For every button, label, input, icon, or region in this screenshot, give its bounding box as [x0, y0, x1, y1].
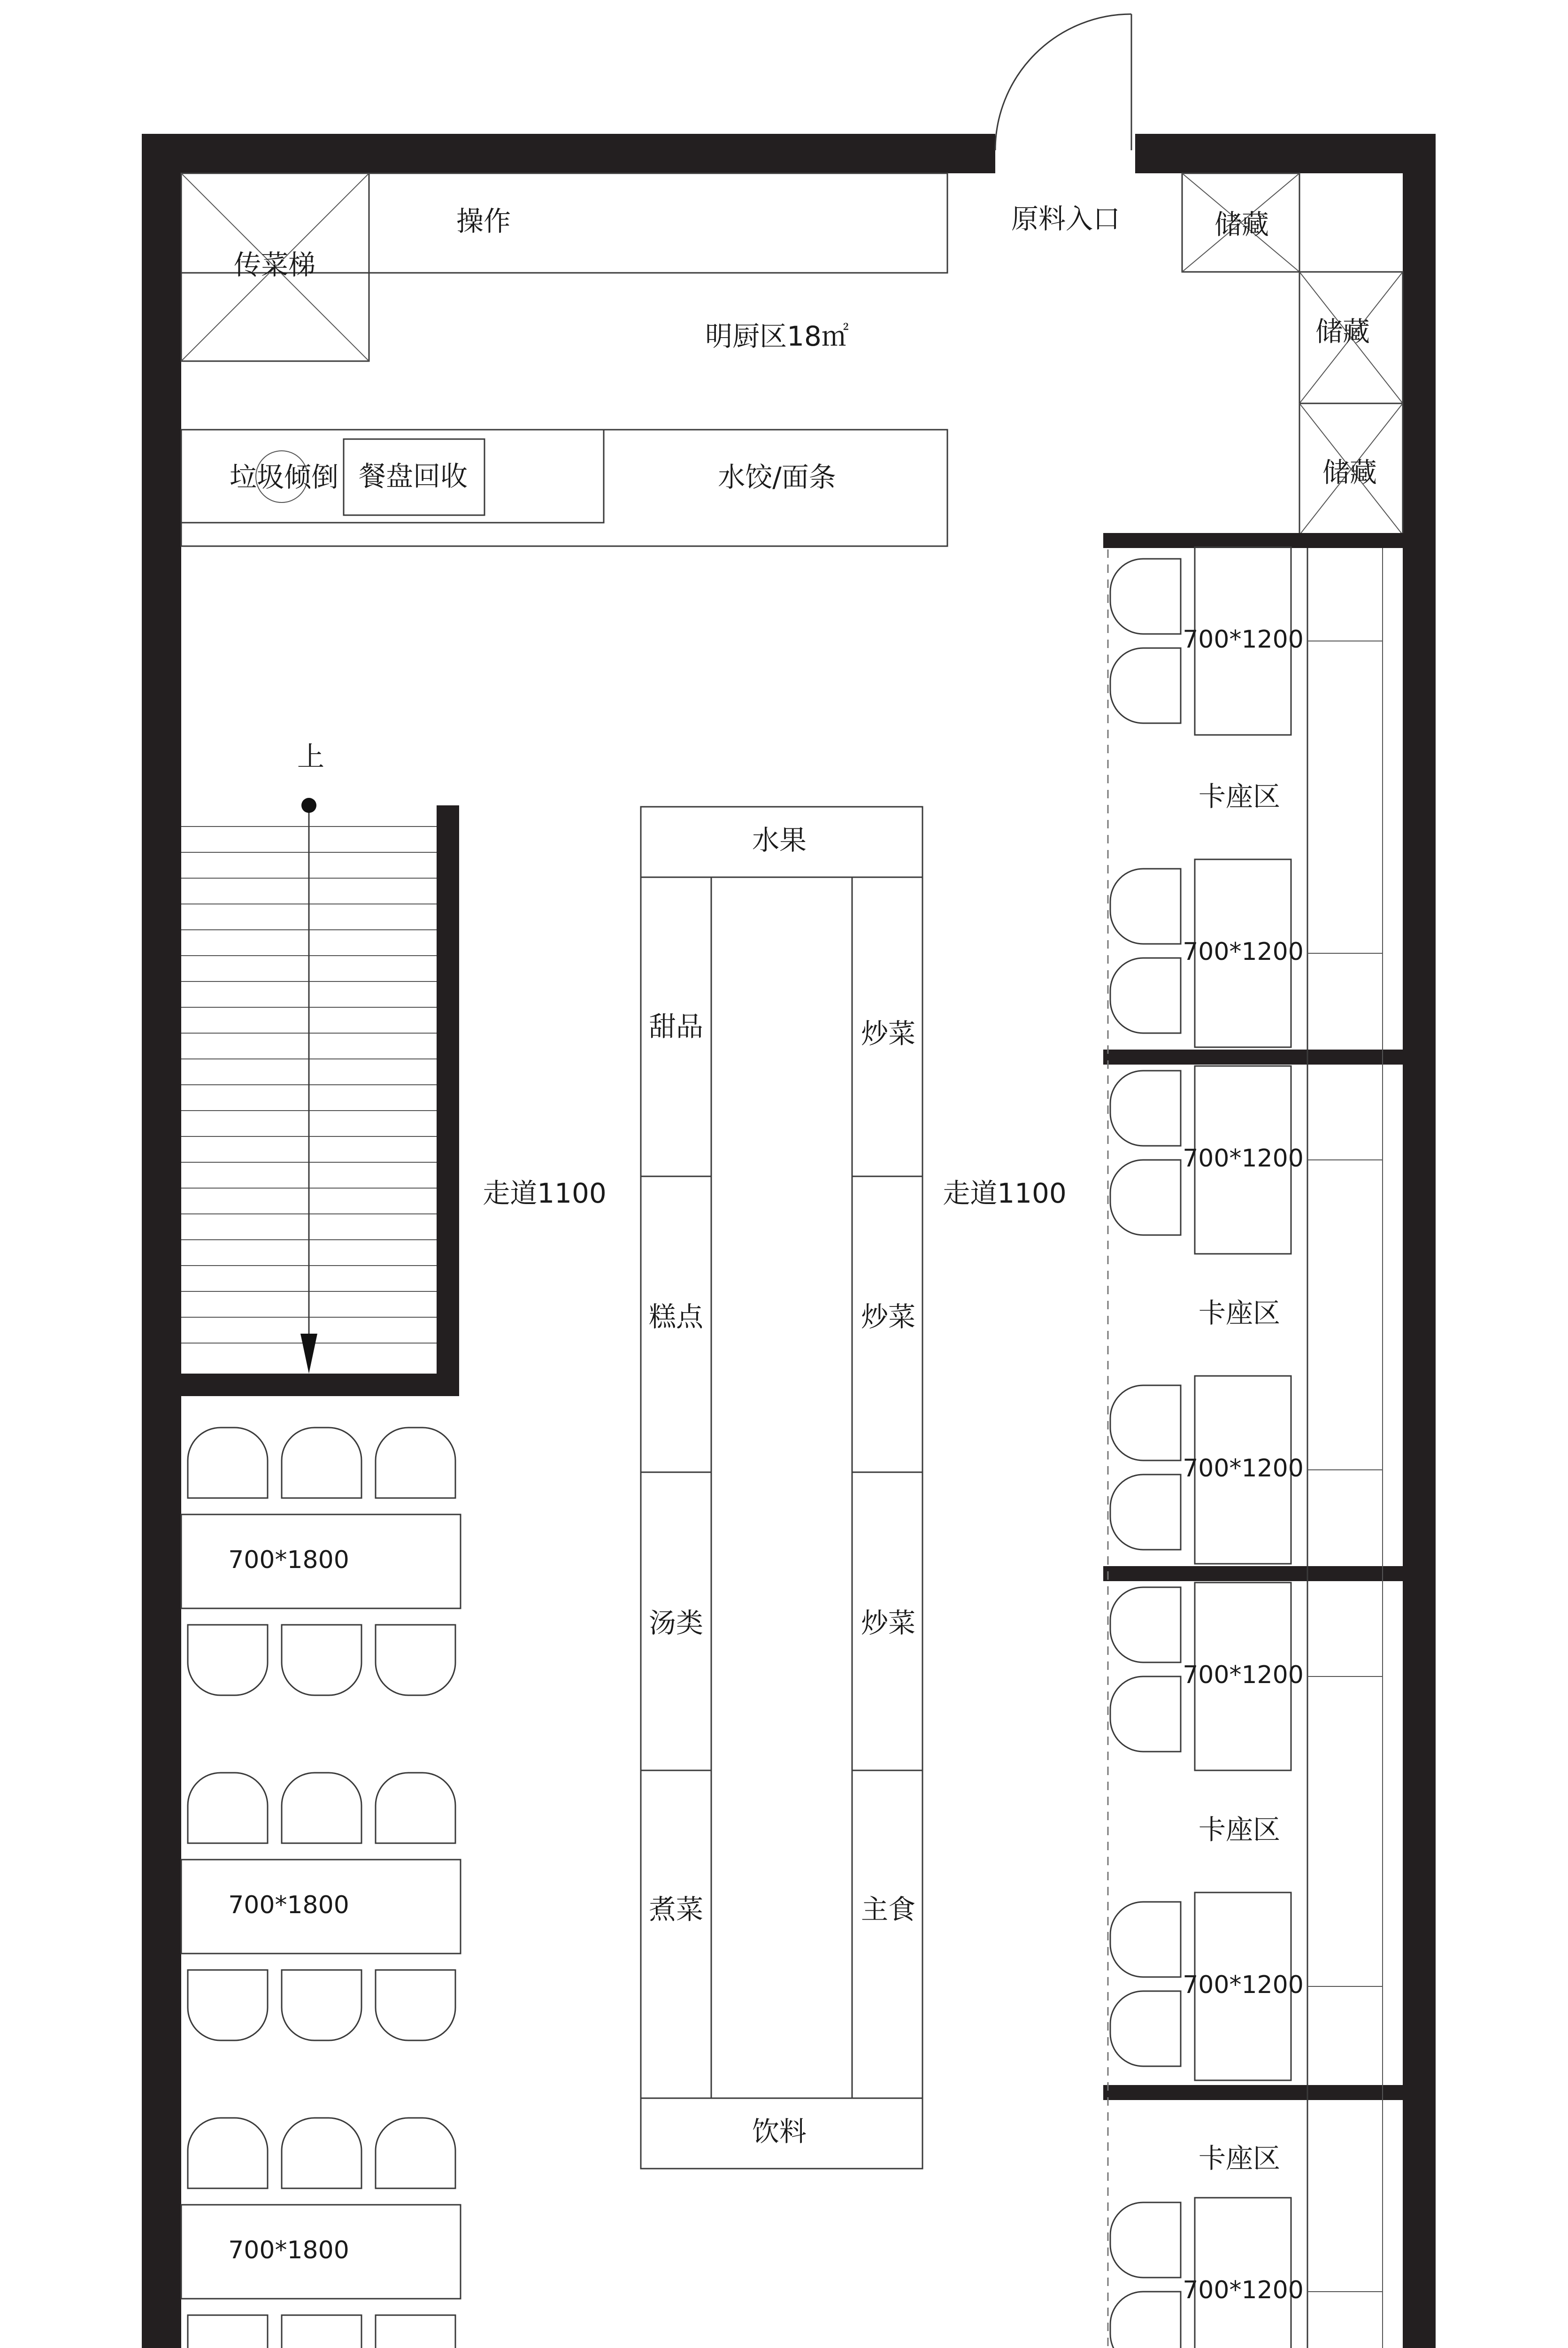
dumbwaiter-label: 传菜梯	[233, 249, 316, 281]
chair	[282, 2315, 361, 2348]
chair	[376, 2315, 455, 2348]
buffet-left-0: 甜品	[648, 1011, 704, 1043]
chair	[282, 2118, 361, 2188]
chair	[282, 1625, 361, 1695]
chair	[188, 1625, 268, 1695]
chair	[376, 1773, 455, 1843]
tray-return-label: 餐盘回收	[358, 460, 468, 493]
waste-label: 垃圾倾倒	[229, 461, 339, 494]
buffet-left-3: 煮菜	[648, 1893, 704, 1926]
long-table-area	[181, 1428, 461, 2348]
buffet-left-1: 糕点	[648, 1301, 704, 1333]
booth-seat	[1110, 559, 1181, 634]
chair	[282, 1428, 361, 1498]
booth-zone-label: 卡座区	[1198, 1814, 1281, 1846]
booth-table-size: 700*1200	[1183, 2276, 1304, 2304]
storage-a-label: 储藏	[1214, 209, 1269, 241]
chair	[188, 1970, 268, 2040]
long-table-group	[181, 1428, 461, 1695]
booth-seat	[1110, 1991, 1181, 2066]
dumplings-label: 水饺/面条	[718, 461, 836, 494]
long-table-group	[181, 2118, 461, 2348]
buffet-right-3: 主食	[861, 1893, 916, 1926]
buffet-drinks-label: 饮料	[752, 2116, 807, 2148]
chair	[188, 1428, 268, 1498]
long-table-group	[181, 1773, 461, 2040]
buffet-fruit-label: 水果	[752, 824, 807, 857]
corridor-right-label: 走道1100	[943, 1177, 1067, 1210]
open-kitchen-label: 明厨区18㎡	[705, 320, 849, 353]
booth-seat	[1110, 2292, 1181, 2348]
booth-seat	[1110, 1385, 1181, 1460]
chair	[188, 2118, 268, 2188]
long-table-size: 700*1800	[228, 1891, 349, 1919]
chair	[376, 2118, 455, 2188]
booth-seat	[1110, 1475, 1181, 1550]
booth-seat	[1110, 1160, 1181, 1235]
chair	[188, 2315, 268, 2348]
corridor-left-label: 走道1100	[483, 1177, 607, 1210]
raw-entry-label: 原料入口	[1011, 203, 1121, 235]
booth-seat	[1110, 1587, 1181, 1662]
storage-b-label: 储藏	[1315, 316, 1370, 348]
chair	[376, 1625, 455, 1695]
booth-table-size: 700*1200	[1183, 938, 1304, 966]
booth-table-size: 700*1200	[1183, 1661, 1304, 1689]
storage-c-label: 储藏	[1322, 456, 1377, 489]
chair	[376, 1428, 455, 1498]
booth-seat	[1110, 1902, 1181, 1977]
booth-table-size: 700*1200	[1183, 626, 1304, 654]
booth-table	[1195, 2198, 1291, 2348]
staircase[interactable]	[181, 798, 459, 1396]
booth-zone-label: 卡座区	[1198, 2142, 1281, 2175]
booth-zone-label: 卡座区	[1198, 1297, 1281, 1329]
chair	[282, 1773, 361, 1843]
stair-up-label: 上	[297, 741, 325, 773]
long-table-size: 700*1800	[228, 2236, 349, 2264]
chair	[188, 1773, 268, 1843]
chair	[282, 1970, 361, 2040]
booth-seat	[1110, 1071, 1181, 1146]
buffet-right-0: 炒菜	[861, 1018, 916, 1050]
booth-seat	[1110, 2202, 1181, 2278]
booth-table-size: 700*1200	[1183, 1144, 1304, 1173]
booth-zone-label: 卡座区	[1198, 780, 1281, 813]
booth-seat	[1110, 648, 1181, 723]
booth-seat	[1110, 869, 1181, 944]
booth-table-size: 700*1200	[1183, 1454, 1304, 1483]
prep-label: 操作	[456, 205, 511, 238]
booth-table-size: 700*1200	[1183, 1971, 1304, 1999]
buffet-left-2: 汤类	[648, 1607, 704, 1639]
chair	[376, 1970, 455, 2040]
raw-entry-door[interactable]	[995, 14, 1131, 150]
long-table-size: 700*1800	[228, 1546, 349, 1574]
buffet-right-2: 炒菜	[861, 1607, 916, 1639]
booth-seat	[1110, 958, 1181, 1033]
buffet-right-1: 炒菜	[861, 1301, 916, 1333]
booth-seat	[1110, 1676, 1181, 1752]
